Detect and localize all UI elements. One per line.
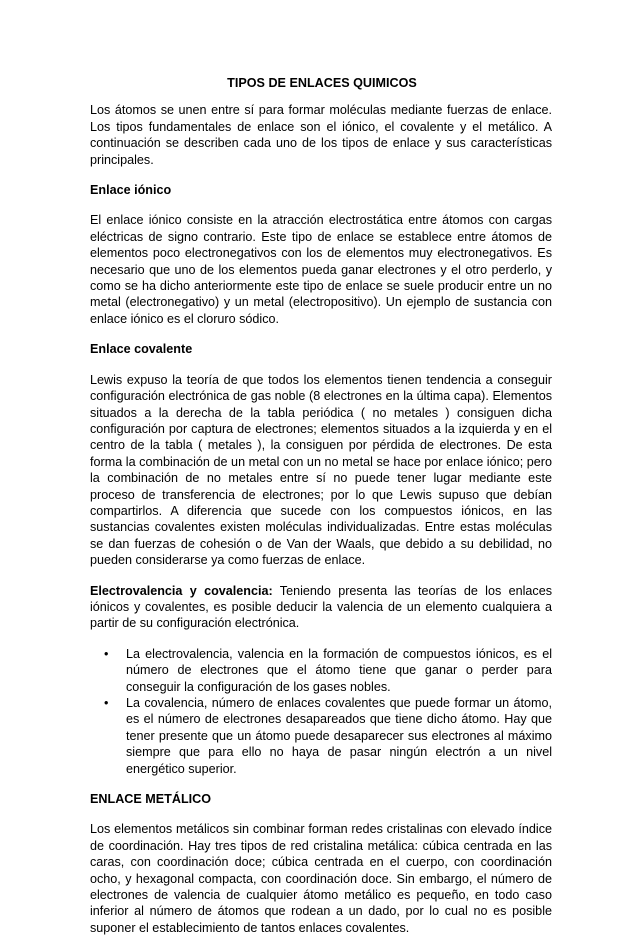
list-item bbox=[90, 695, 552, 777]
covalent-heading: Enlace covalente bbox=[90, 342, 193, 357]
intro-paragraph: Los átomos se unen entre sí para formar moléculas mediante fuerzas de enlace. Los tipos fundamentales de enlace son el iónico, el covalente y el metálico. A continuación se describen cada uno de los tipos de enlace y sus características principales. bbox=[90, 103, 552, 167]
ionic-paragraph: El enlace iónico consiste en la atracción electrostática entre átomos con cargas eléctricas de signo contrario. Este tipo de enlace se establece entre átomos de elementos poco electronegativos con los de elementos muy electronegativos. Es necesario que uno de los elementos pueda ganar electrones y el otro perderlo, y como se ha dicho anteriormente este tipo de enlace se suele producir entre un no metal (electronegativo) y un metal (electropositivo). Un ejemplo de sustancia con enlace iónico es el cloruro sódico. bbox=[90, 213, 552, 326]
covalent-paragraph: Lewis expuso la teoría de que todos los elementos tienen tendencia a conseguir configuración electrónica de gas noble (8 electrones en la última capa). Elementos situados a la derecha de la tabla periódica ( no metales ) consiguen dicha configuración por captura de electrones; elementos situados a la izquierda y en el centro de la tabla ( metales ), la consiguen por pérdida de electrones. De esta forma la combinación de un metal con un no metal se hace por enlace iónico; pero la combinación de no metales entre sí no puede tener lugar mediante este proceso de transferencia de electrones; por lo que Lewis supuso que debían compartirlos. A diferencia que sucede con los compuestos iónicos, en las sustancias covalentes existen moléculas individualizadas. Entre estas moléculas se dan fuerzas de cohesión o de Van der Waals, que debido a su debilidad, no pueden considerarse ya como fuerzas de enlace. bbox=[90, 372, 552, 568]
bullet-icon: • bbox=[104, 646, 109, 661]
bullet-icon: • bbox=[104, 696, 109, 710]
electrovalence-text: Teniendo presenta las teorías de los enlaces iónicos y covalentes, es posible deducir la valencia de un elemento cualquiera a partir de su configuración electrónica. bbox=[90, 583, 552, 631]
bullet-text: La covalencia, número de enlaces covalentes que puede formar un átomo, es el número de electrones desapareados que tiene dicho átomo. Hay que tener presente que un átomo puede desaparecer sus electrones al máximo siempre que para ello no haya de pasar ningún electrón a un nivel energético superior. bbox=[126, 696, 552, 776]
document-title: TIPOS DE ENLACES QUIMICOS bbox=[227, 76, 417, 90]
list-item bbox=[90, 646, 552, 695]
electrovalence-lead: Electrovalencia y covalencia: bbox=[90, 583, 273, 598]
metallic-heading: ENLACE METÁLICO bbox=[90, 792, 212, 807]
electrovalence-paragraph bbox=[90, 583, 552, 632]
valence-bullet-list bbox=[90, 646, 552, 777]
metallic-paragraph: Los elementos metálicos sin combinar forman redes cristalinas con elevado índice de coordinación. Hay tres tipos de red cristalina metálica: cúbica centrada en las caras, con coordinación doce; cúbica centrada en el cuerpo, con coordinación ocho, y hexagonal compacta, con coordinación doce. Sin embargo, el número de electrones de valencia de cualquier átomo metálico es pequeño, en todo caso inferior al número de átomos que rodean a un dado, por lo cual no es posible suponer el establecimiento de tantos enlaces covalentes. bbox=[90, 822, 552, 935]
ionic-heading: Enlace iónico bbox=[90, 183, 172, 198]
bullet-text: La electrovalencia, valencia en la formación de compuestos iónicos, es el número de electrones que el átomo tiene que ganar o perder para conseguir la configuración de los gases nobles. bbox=[126, 646, 552, 694]
